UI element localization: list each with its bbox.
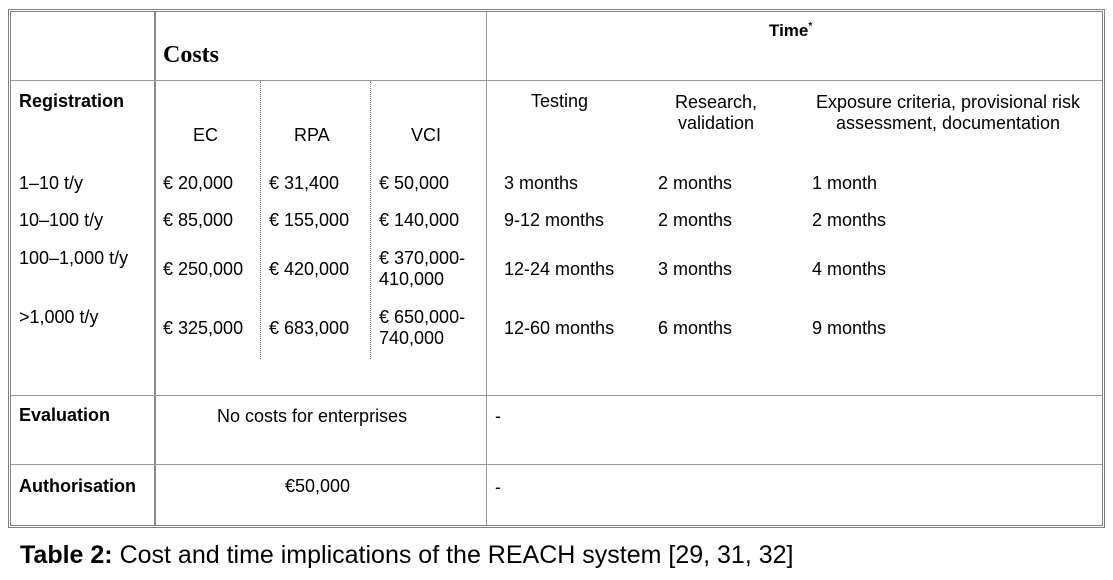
row-4-ec: € 325,000 — [163, 318, 244, 338]
row-4-testing: 12-60 months — [504, 318, 615, 338]
column-divider-label — [154, 12, 156, 525]
registration-label: Registration — [19, 91, 125, 111]
authorisation-cost: €50,000 — [285, 476, 351, 496]
row-1-ec: € 20,000 — [163, 173, 234, 193]
row-2-ec: € 85,000 — [163, 210, 234, 230]
row-1-testing: 3 months — [504, 173, 579, 193]
row-2-vci: € 140,000 — [379, 210, 460, 230]
time-column-research: Research, validation — [674, 92, 758, 133]
authorisation-label: Authorisation — [19, 476, 136, 496]
cost-column-rpa: RPA — [294, 125, 330, 145]
time-column-exposure: Exposure criteria, provisional risk assessment, documentation — [815, 92, 1081, 133]
row-3-vci: € 370,000-410,000 — [379, 248, 466, 289]
row-4-vci: € 650,000-740,000 — [379, 307, 466, 348]
row-3-exposure: 4 months — [812, 259, 887, 279]
row-2-research: 2 months — [658, 210, 733, 230]
time-header-label: Time — [769, 21, 809, 40]
row-1-exposure: 1 month — [812, 173, 878, 193]
row-3-rpa: € 420,000 — [269, 259, 350, 279]
row-4-exposure: 9 months — [812, 318, 887, 338]
evaluation-time: - — [495, 406, 501, 426]
column-divider-rpa-vci — [370, 81, 371, 359]
time-footnote-marker: * — [808, 21, 813, 32]
row-2-testing: 9-12 months — [504, 210, 605, 230]
costs-header: Costs — [163, 42, 220, 68]
caption-label: Table 2: — [20, 541, 113, 569]
row-3-tonnage: 100–1,000 t/y — [19, 248, 129, 268]
row-4-research: 6 months — [658, 318, 733, 338]
row-1-tonnage: 1–10 t/y — [19, 173, 84, 193]
authorisation-time: - — [495, 477, 501, 497]
column-divider-time — [486, 12, 487, 525]
cost-column-ec: EC — [193, 125, 219, 145]
row-1-vci: € 50,000 — [379, 173, 450, 193]
row-1-research: 2 months — [658, 173, 733, 193]
row-divider-registration — [11, 395, 1102, 396]
cost-column-vci: VCI — [411, 125, 442, 145]
row-3-research: 3 months — [658, 259, 733, 279]
row-divider-header — [11, 80, 1102, 81]
row-4-tonnage: >1,000 t/y — [19, 307, 99, 327]
row-3-testing: 12-24 months — [504, 259, 615, 279]
row-4-rpa: € 683,000 — [269, 318, 350, 338]
row-2-exposure: 2 months — [812, 210, 887, 230]
row-3-ec: € 250,000 — [163, 259, 244, 279]
time-header — [769, 20, 812, 41]
column-divider-ec-rpa — [260, 81, 261, 359]
caption-text: Cost and time implications of the REACH system [29, 31, 32] — [112, 541, 794, 569]
evaluation-label: Evaluation — [19, 405, 111, 425]
time-column-testing: Testing — [531, 91, 589, 111]
row-2-rpa: € 155,000 — [269, 210, 350, 230]
row-1-rpa: € 31,400 — [269, 173, 340, 193]
row-divider-evaluation — [11, 464, 1102, 465]
row-2-tonnage: 10–100 t/y — [19, 210, 104, 230]
evaluation-cost: No costs for enterprises — [217, 406, 408, 426]
table-caption — [20, 541, 793, 570]
